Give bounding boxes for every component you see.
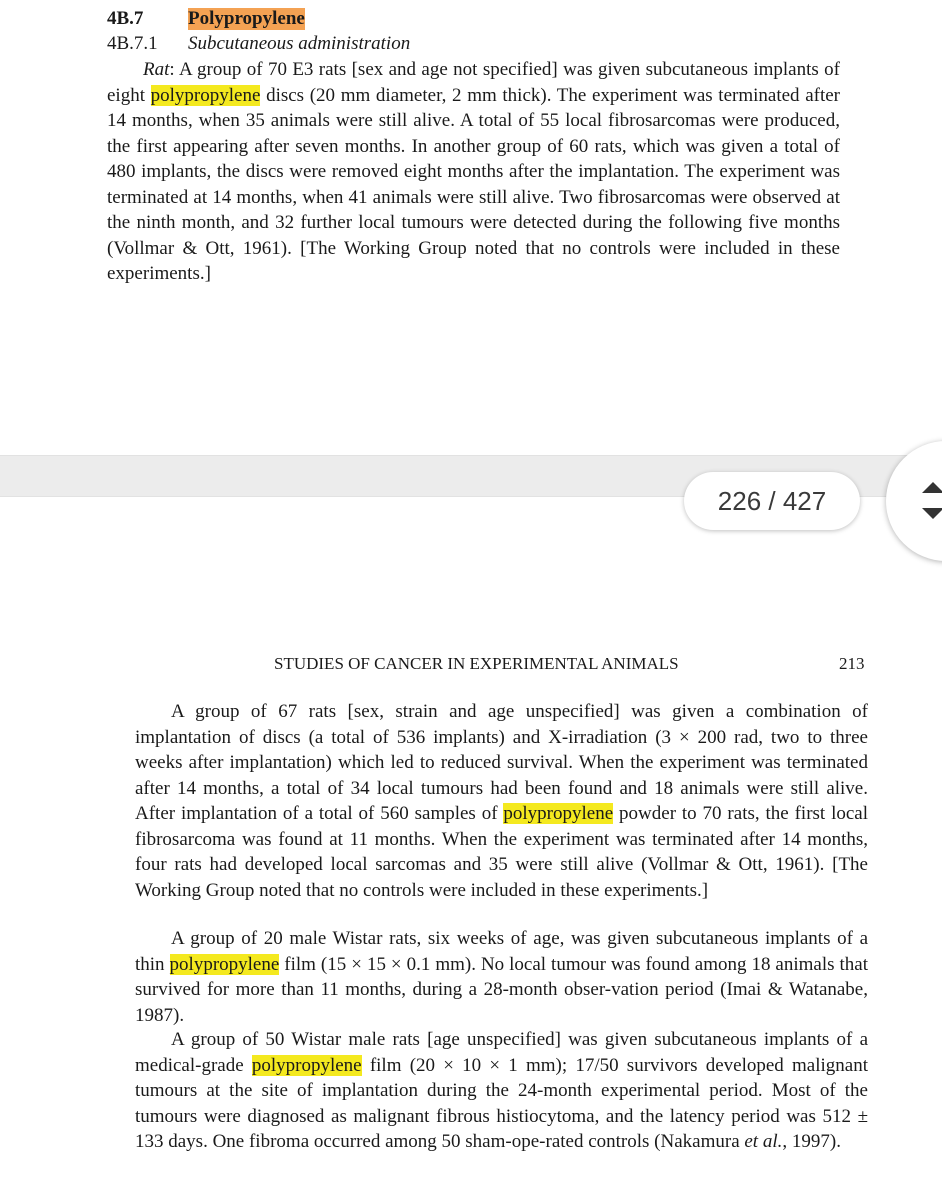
page-indicator: 226 / 427: [684, 472, 860, 530]
subsection-number: 4B.7.1: [107, 33, 158, 54]
triangle-down-icon[interactable]: [922, 508, 942, 519]
section-number: 4B.7: [107, 8, 144, 29]
paragraph-text: film (15 × 15 × 0.1 mm). No local tumour was found among 18 animals that survived for more than 11 months, during a 28-month obser-vation period (Imai & Watanabe, 1987).: [135, 953, 868, 1026]
running-head: STUDIES OF CANCER IN EXPERIMENTAL ANIMALS: [274, 654, 679, 673]
paragraph-text: , 1997).: [782, 1131, 841, 1152]
search-highlight: polypropylene: [503, 803, 614, 824]
paragraph-rat-study: [107, 57, 840, 287]
paragraph-medical-grade-study: [135, 1027, 868, 1155]
search-highlight: polypropylene: [150, 84, 261, 106]
paragraph-text: film (20 × 10 × 1 mm); 17/50 survivors developed malignant tumours at the site of implantation during the 24-month experimental period. Most of the tumours were diagnosed as malignant fibrous histiocytoma, and the latency period was 512 ± 133 days. One fibroma occurred among 50 sham-ope-rated controls (Nakamura: [135, 1054, 868, 1152]
paragraph-irradiation-study: [135, 699, 868, 903]
paragraph-text: A group of 20 male Wistar rats, six weeks of age, was given subcutaneous implants of a thin: [135, 928, 868, 975]
paragraph-text: powder to 70 rats, the first local fibrosarcoma was found at 11 months. When the experiment was terminated after 14 months, four rats had developed local sarcomas and 35 were still alive (Vollmar & Ott, 1961). [The Working Group noted that no controls were included in these experiments.]: [135, 803, 868, 901]
triangle-up-icon[interactable]: [922, 482, 942, 493]
paragraph-text: A group of 50 Wistar male rats [age unspecified] was given subcutaneous implants of a medical-grade: [135, 1029, 868, 1076]
search-highlight: polypropylene: [251, 1054, 362, 1076]
printed-page-number: 213: [839, 654, 865, 673]
search-highlight: polypropylene: [169, 953, 280, 975]
section-title: Polypropylene: [188, 8, 305, 29]
paragraph-wistar-film-study: [135, 926, 868, 1028]
document-page-top: [0, 0, 942, 455]
paragraph-italic: et al.: [744, 1131, 783, 1152]
paragraph-text: A group of 67 rats [sex, strain and age unspecified] was given a combination of implantation of discs (a total of 536 implants) and X-irradiation (3 × 200 rad, two to three weeks after implantation) which led to reduced survival. When the experiment was terminated after 14 months, a total of 34 local tumours had been found and 18 animals were still alive. After implantation of a total of 560 samples of: [135, 701, 868, 824]
paragraph-text: discs (20 mm diameter, 2 mm thick). The experiment was terminated after 14 months, when 35 animals were still alive. A total of 55 local fibrosarcomas were produced, the first appearing after seven months. In another group of 60 rats, which was given a total of 480 implants, the discs were removed eight months after the implantation. The experiment was terminated at 14 months, when 41 animals were still alive. Two fibrosarcomas were observed at the ninth month, and 32 further local tumours were detected during the following five months (Vollmar & Ott, 1961). [The Working Group noted that no controls were included in these experiments.]: [107, 84, 840, 284]
paragraph-text: : A group of 70 E3 rats [sex and age not specified] was given subcutaneous implants of eight: [107, 59, 840, 106]
subsection-title: Subcutaneous administration: [188, 33, 411, 54]
paragraph-lead: Rat: [143, 59, 170, 80]
